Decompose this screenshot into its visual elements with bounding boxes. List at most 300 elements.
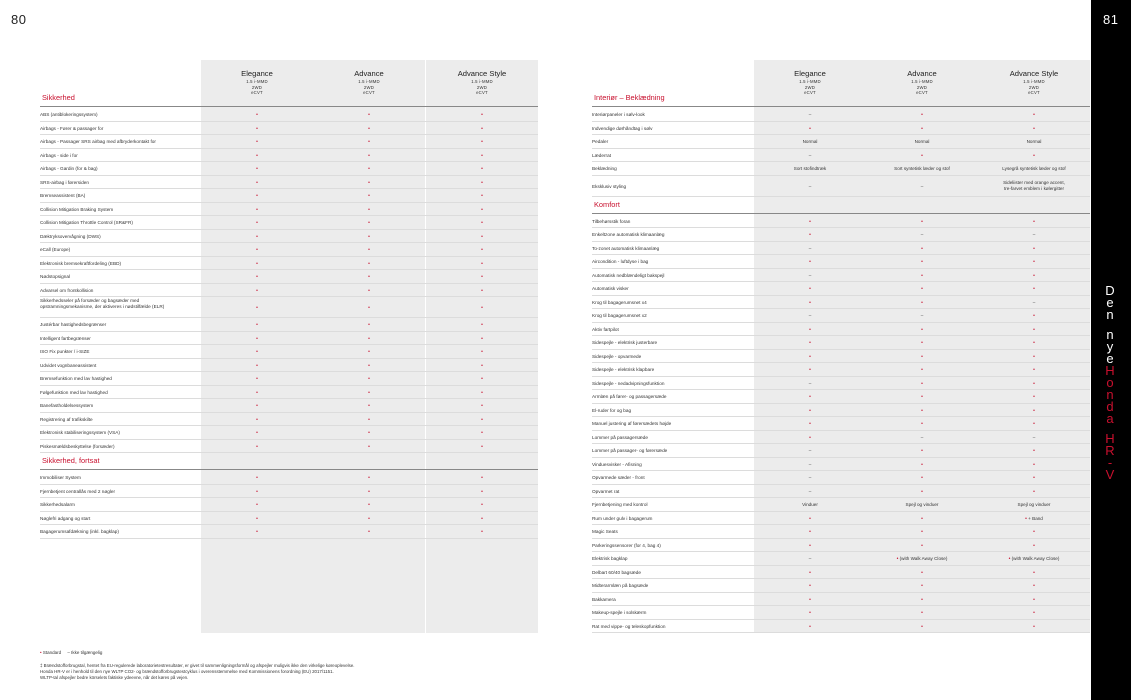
bullet-icon: • (368, 430, 370, 436)
bullet-icon: • (481, 515, 483, 522)
bullet-icon: • (921, 421, 923, 427)
bullet-icon: • (809, 232, 811, 238)
table-row (592, 176, 1090, 197)
bullet-icon: • (481, 305, 483, 311)
row-value (754, 215, 866, 230)
row-value (201, 122, 313, 137)
bullet-icon: • (481, 416, 483, 423)
page-number-right: 81 (1103, 12, 1119, 27)
model-name: Advance (907, 69, 937, 78)
row-value (313, 345, 425, 360)
row-value (201, 297, 313, 319)
bullet-icon: • (1033, 394, 1035, 400)
bullet-icon: • (256, 322, 258, 328)
row-value (201, 189, 313, 204)
row-value (754, 296, 866, 311)
table-row (40, 372, 538, 386)
bullet-icon: • (256, 179, 258, 186)
bullet-icon: • (368, 139, 370, 145)
row-label: Sidespejle - elektrisk justerbare (592, 340, 658, 345)
legend-dot-icon: • (40, 650, 42, 655)
table-row (40, 108, 538, 122)
row-value (866, 350, 978, 365)
bullet-icon: • (809, 515, 811, 522)
row-value: – (808, 380, 812, 386)
row-value (313, 203, 425, 218)
row-value (866, 525, 978, 540)
right-page (546, 0, 1091, 700)
bullet-icon: • (481, 112, 483, 118)
table-row (592, 135, 1090, 149)
bullet-icon: • (368, 443, 370, 450)
row-value: – (1032, 299, 1036, 305)
bullet-icon: • (921, 245, 923, 252)
row-value (754, 363, 866, 378)
row-value (313, 216, 425, 231)
table-row (592, 539, 1090, 553)
row-value (313, 386, 425, 401)
bullet-icon: • (921, 218, 923, 225)
row-value (866, 539, 978, 554)
legend-dash-icon: – (67, 650, 70, 655)
table-row (592, 579, 1090, 593)
bullet-icon: • (809, 259, 811, 265)
table-row (592, 162, 1090, 176)
table-row (592, 282, 1090, 296)
table-row (592, 269, 1090, 283)
row-value (754, 512, 866, 527)
table-row (592, 390, 1090, 404)
row-value: – (808, 313, 812, 318)
row-label: Pedaler (592, 139, 609, 144)
table-row (592, 417, 1090, 431)
row-label: ISO Fix punkter / i-SIZE (40, 349, 90, 354)
section-divider (592, 106, 1090, 107)
sidebar-title-white (1098, 285, 1122, 365)
row-value (978, 122, 1090, 137)
row-value (201, 359, 313, 374)
bullet-icon: • (256, 166, 258, 172)
bullet-icon: • (921, 407, 923, 414)
row-value (866, 417, 978, 432)
table-row (40, 386, 538, 400)
row-value (866, 579, 978, 594)
row-value (978, 539, 1090, 554)
row-value (313, 512, 425, 527)
bullet-icon: • (921, 610, 923, 616)
row-value (978, 336, 1090, 351)
bullet-icon: • (368, 112, 370, 118)
row-value (866, 444, 978, 459)
row-value (426, 243, 538, 258)
bullet-icon: • (921, 529, 923, 535)
row-value (866, 255, 978, 270)
bullet-icon: • (1033, 583, 1035, 589)
left-page (0, 0, 546, 700)
row-value: Sort syntetisk læder og stof (894, 166, 950, 171)
row-value (978, 108, 1090, 123)
bullet-icon: • (481, 247, 483, 253)
row-value (978, 579, 1090, 594)
row-value (866, 363, 978, 378)
bullet-icon: • (256, 389, 258, 396)
sidebar-letter: d (1106, 399, 1114, 414)
row-value (201, 386, 313, 401)
model-spec: 2WD (1028, 84, 1040, 90)
row-value (313, 485, 425, 500)
bullet-icon: • (256, 247, 258, 253)
row-label: Udvidet vognbaneassistent (40, 362, 97, 368)
bullet-icon: • (368, 322, 370, 328)
bullet-icon: • (809, 583, 811, 589)
bullet-icon: • (368, 179, 370, 186)
row-value (978, 255, 1090, 270)
row-label: Krog til bagagerumsnet x4 (592, 299, 647, 305)
row-value: • + Band (1025, 515, 1043, 522)
bullet-icon: • (809, 623, 811, 630)
row-label: Sikkerhedsseler på forsæder og bagsæder med opstramningsmekanisme, der aktiveres i nødstilfælde (ELR) (40, 297, 165, 309)
table-row (592, 593, 1090, 607)
table-row (40, 485, 538, 499)
table-row (40, 176, 538, 190)
table-row (40, 525, 538, 539)
bullet-icon: • (368, 166, 370, 172)
row-value (866, 485, 978, 500)
bullet-icon: • (368, 403, 370, 409)
footnote-line: ‡ Brændstofforbrugstal, hentet fra EU-regulerede laboratorietestresultater, er givet til sammenligningsformål og afspejler muligvis ikke den virkelige køreoplevelse. (40, 663, 355, 668)
bullet-icon: • (921, 340, 923, 346)
model-spec: eCVT (804, 90, 816, 96)
section-title: Sikkerhed, fortsat (42, 456, 100, 465)
row-value (426, 413, 538, 428)
bullet-icon: • (481, 335, 483, 342)
row-value: – (920, 434, 924, 440)
row-value (201, 176, 313, 191)
table-row (40, 399, 538, 413)
row-value (866, 566, 978, 581)
bullet-icon: • (921, 569, 923, 576)
row-value: – (808, 461, 812, 467)
table-row (592, 525, 1090, 539)
model-spec: eCVT (476, 90, 488, 96)
row-value (201, 149, 313, 164)
model-spec: 1.5 i-MMD (246, 79, 268, 84)
table-row (40, 257, 538, 271)
row-value (866, 458, 978, 473)
row-value (426, 318, 538, 333)
row-value (754, 579, 866, 594)
bullet-icon: • (481, 166, 483, 172)
bullet-icon: • (921, 488, 923, 495)
bullet-icon: • (256, 515, 258, 522)
bullet-icon: • (809, 286, 811, 292)
row-label: Eksklusiv styling (592, 183, 627, 189)
row-value: Normal (802, 139, 818, 144)
row-value (978, 620, 1090, 635)
row-label: Sidespejle - opvarmede (592, 353, 642, 359)
bullet-icon: • (1033, 313, 1035, 319)
bullet-icon: • (921, 112, 923, 118)
bullet-icon: • (1033, 272, 1035, 279)
row-label: Immobiliser System (40, 475, 81, 480)
row-value (313, 440, 425, 455)
row-label: Sikkerhedsalarm (40, 502, 75, 507)
row-value (426, 440, 538, 455)
row-label: Intelligent fartbegrænser (40, 335, 91, 341)
bullet-icon: • (368, 206, 370, 213)
model-spec: 2WD (916, 84, 928, 90)
bullet-icon: • (1033, 421, 1035, 427)
row-value (426, 525, 538, 540)
bullet-icon: • (481, 287, 483, 294)
bullet-icon: • (481, 179, 483, 186)
row-value (754, 255, 866, 270)
row-value: – (808, 272, 812, 278)
sidebar-letter: e (1106, 295, 1114, 310)
row-value: – (808, 475, 812, 480)
bullet-icon: • (1033, 367, 1035, 373)
sidebar-letter: o (1106, 375, 1114, 390)
row-value (201, 108, 313, 123)
row-value (754, 566, 866, 581)
table-row (592, 363, 1090, 377)
row-label: Sidespejle - nedadvipningsfunktion (592, 380, 665, 386)
bullet-icon: • (896, 556, 899, 562)
bullet-icon: • (368, 502, 370, 508)
row-label: Lommer på passager- og førersæde (592, 448, 668, 453)
row-value: Spejl og vinduer (1017, 502, 1051, 507)
row-value (313, 359, 425, 374)
bullet-icon: • (1033, 461, 1035, 468)
table-row (592, 296, 1090, 310)
row-label: Opvarmet rat (592, 488, 620, 494)
bullet-icon: • (368, 416, 370, 423)
row-value (426, 512, 538, 527)
row-label: Bakkamera (592, 596, 616, 602)
bullet-icon: • (256, 335, 258, 342)
bullet-icon: • (256, 305, 258, 311)
bullet-icon: • (1008, 556, 1011, 562)
bullet-icon: • (256, 206, 258, 213)
row-label: Dæktryksovervågning (DWS) (40, 233, 101, 239)
table-row (592, 485, 1090, 499)
table-row (592, 215, 1090, 229)
row-value (313, 189, 425, 204)
row-value (201, 471, 313, 486)
row-label: Bagagerumsafdækning (inkl. bagklap) (40, 529, 119, 534)
bullet-icon: • (921, 461, 923, 468)
row-value (978, 242, 1090, 257)
row-value (754, 539, 866, 554)
table-row (40, 471, 538, 485)
model-spec: 2WD (476, 84, 488, 90)
row-label: Collision Mitigation Braking System (40, 206, 114, 212)
table-row (592, 620, 1090, 634)
model-name: Advance (354, 69, 384, 78)
row-label: Enkeltzone automatisk klimaanlæg (592, 232, 665, 237)
row-value (426, 345, 538, 360)
model-spec: eCVT (916, 90, 928, 96)
row-value: Sort stofindtræk (793, 166, 827, 171)
table-row (592, 377, 1090, 391)
row-value (426, 471, 538, 486)
row-value (978, 525, 1090, 540)
model-header-3 (426, 69, 538, 96)
bullet-icon: • (256, 220, 258, 226)
table-row (40, 135, 538, 149)
bullet-icon: • (368, 376, 370, 382)
bullet-icon: • (481, 206, 483, 213)
bullet-icon: • (481, 152, 483, 159)
row-value (201, 512, 313, 527)
bullet-icon: • (256, 349, 258, 355)
model-name: Elegance (794, 69, 826, 78)
bullet-icon: • (1033, 542, 1035, 549)
row-value (201, 270, 313, 285)
row-value (866, 122, 978, 137)
model-spec: eCVT (1028, 90, 1040, 96)
bullet-icon: • (481, 322, 483, 328)
bullet-icon: • (481, 475, 483, 481)
row-value (426, 162, 538, 177)
row-value (426, 386, 538, 401)
bullet-icon: • (921, 515, 923, 522)
bullet-icon: • (368, 529, 370, 535)
row-label: Fjernbetjent centrallås med 2 nøgler (40, 488, 116, 494)
sidebar-letter: V (1105, 467, 1115, 482)
bullet-icon: • (368, 193, 370, 199)
row-value (978, 390, 1090, 405)
legend (40, 650, 102, 655)
row-label: Sidespejle - elektrisk klapbare (592, 367, 655, 372)
bullet-icon: • (256, 260, 258, 267)
bullet-icon: • (809, 125, 811, 132)
bullet-icon: • (809, 340, 811, 346)
row-value: Vinduer (802, 502, 818, 507)
row-value (313, 525, 425, 540)
row-value (313, 318, 425, 333)
row-value (426, 498, 538, 513)
row-value (978, 269, 1090, 284)
row-value: – (1032, 434, 1036, 440)
bullet-icon: • (256, 502, 258, 508)
row-value (978, 404, 1090, 419)
row-value (201, 332, 313, 347)
row-label: Indvendige dørhåndtag i sølv (592, 125, 653, 131)
bullet-icon: • (1033, 152, 1035, 159)
row-value (201, 243, 313, 258)
row-value (978, 350, 1090, 365)
row-value (426, 203, 538, 218)
model-header-2 (313, 69, 425, 96)
row-value: Sideliister med orange accent, tre-farvet emblem i kølergitter (1003, 180, 1065, 191)
row-value (201, 318, 313, 333)
row-value (978, 377, 1090, 392)
bullet-icon: • (481, 139, 483, 145)
bullet-icon: • (921, 475, 923, 481)
row-value: – (808, 556, 812, 561)
model-header-1 (201, 69, 313, 96)
row-value (313, 162, 425, 177)
row-value (426, 108, 538, 123)
sidebar-letter: a (1106, 411, 1114, 426)
row-value (313, 149, 425, 164)
bullet-icon: • (368, 362, 370, 369)
row-label: Rum under gulv i bagagerum (592, 515, 653, 521)
bullet-icon: • (1033, 380, 1035, 387)
row-label: Midterarmlæn på bagsæde (592, 583, 649, 588)
row-label: To-zonet automatisk klimaanlæg (592, 245, 660, 251)
row-value (978, 458, 1090, 473)
bullet-icon: • (481, 529, 483, 535)
row-value (201, 399, 313, 414)
row-value (426, 485, 538, 500)
row-label: Krog til bagagerumsnet x2 (592, 313, 647, 318)
table-row (592, 471, 1090, 485)
bullet-icon: • (921, 380, 923, 387)
row-label: Aktiv fartpilot (592, 326, 619, 332)
table-row (592, 552, 1090, 566)
bullet-icon: • (481, 125, 483, 132)
sidebar-title (1098, 285, 1122, 481)
row-value (426, 122, 538, 137)
model-spec: 1.5 i-MMD (799, 79, 821, 84)
table-row (40, 230, 538, 244)
bullet-icon: • (1033, 112, 1035, 118)
bullet-icon: • (368, 125, 370, 132)
table-row (592, 431, 1090, 445)
model-spec: 1.5 i-MMD (1023, 79, 1045, 84)
row-label: Elektronisk bremsekraftfordeling (EBD) (40, 260, 122, 266)
table-row (40, 162, 538, 176)
bullet-icon: • (1033, 448, 1035, 454)
bullet-icon: • (809, 542, 811, 549)
row-value (313, 135, 425, 150)
row-value: Normal (914, 139, 930, 144)
table-row (592, 458, 1090, 472)
bullet-icon: • (921, 623, 923, 630)
sidebar-title-red (1098, 365, 1122, 481)
row-label: Makeup-spejle i solskærm (592, 610, 647, 615)
bullet-icon: • (256, 529, 258, 535)
table-row (40, 297, 538, 318)
sidebar-letter: n (1106, 387, 1114, 402)
row-value (313, 471, 425, 486)
row-label: SRS-airbag i førersiden (40, 179, 89, 185)
row-value: – (920, 232, 924, 237)
table-row (40, 149, 538, 163)
bullet-icon: • (256, 488, 258, 495)
bullet-icon: • (921, 125, 923, 132)
model-spec: 1.5 i-MMD (471, 79, 493, 84)
row-value (201, 162, 313, 177)
row-label: Magic Seats (592, 529, 618, 534)
table-row (592, 122, 1090, 136)
row-value (426, 426, 538, 441)
row-value (978, 444, 1090, 459)
row-value (866, 471, 978, 486)
bullet-icon: • (1033, 259, 1035, 265)
row-label: Aircondition - luftdyse i bag (592, 259, 649, 264)
row-value (978, 309, 1090, 324)
section-divider (40, 469, 538, 470)
row-label: Elektronisk stabiliseringssystem (VSA) (40, 430, 120, 435)
sidebar-letter: n (1106, 307, 1114, 322)
row-label: Læderrat (592, 152, 612, 158)
row-value (426, 189, 538, 204)
row-label: Vinduesvisker - Afisning (592, 461, 642, 467)
row-label: Bremseassistent (BA) (40, 193, 86, 198)
